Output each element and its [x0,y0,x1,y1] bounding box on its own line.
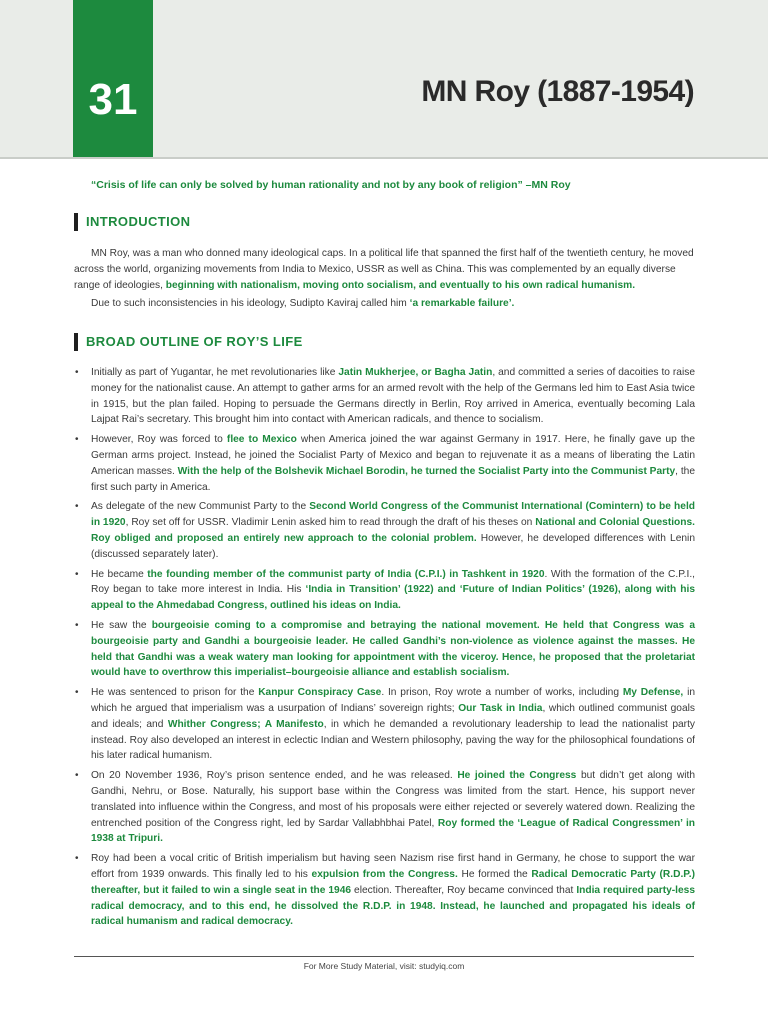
section-heading-outline: BROAD OUTLINE OF ROY’S LIFE [74,333,303,351]
body-text: but didn’t get along with Gandhi, Nehru, or Bose. Naturally, his support base within the Congress was limited from the start. Hence, his support never translated into influence within the Congress, and most of his proposals were either rejected or severely watered down. Realizing the entrenched position of the Congress right, led by Sardar Vallabhbhai Patel, [91,770,695,829]
body-text: Initially as part of Yugantar, he met revolutionaries like [91,367,339,378]
highlighted-text: National and Colonial Questions. Roy obliged and proposed an entirely new approach to the colonial problem. [91,517,695,544]
body-text: Roy had been a vocal critic of British imperialism but having seen Nazism rise first hand in Germany, he chose to support the war effort from 1939 onwards. This finally led to his [91,853,695,880]
intro-paragraph-2 [74,296,694,312]
highlighted-text: Whither Congress; A Manifesto [167,718,324,730]
list-item [74,618,695,681]
highlighted-text: India required party-less radical democracy, and to this end, he dissolved the R.D.P. in 1948. Instead, he launched and propagated his ideals of radical humanism and radical democracy. [91,884,695,928]
list-item [74,499,695,562]
intro-paragraph-1 [74,246,694,293]
epigraph-quote: “Crisis of life can only be solved by human rationality and not by any book of religion” –MN Roy [91,179,571,191]
highlighted-text: expulsion from the Congress. [311,868,458,880]
body-text: However, he developed differences with Lenin (discussed separately later). [91,532,695,560]
intro-paragraph-1-text: MN Roy, was a man who donned many ideological caps. In a political life that spanned the first half of the twentieth century, he moved across the world, organizing movements from India to Mexico, USSR as well as China. This was complemented by an equally diverse range of ideologies, [74,248,694,291]
footer-divider [74,956,694,957]
highlighted-text: Roy formed the ‘League of Radical Congressmen’ in 1938 at Tripuri. [91,817,695,845]
body-text: He became [91,568,148,580]
body-text: in which he argued that imperialism was a usurpation of Indians’ sovereign rights; [91,687,695,714]
intro-paragraph-2-text: Due to such inconsistencies in his ideology, Sudipto Kaviraj called him [91,298,410,309]
highlighted-text: Our Task in India [458,702,543,714]
highlighted-text: the founding member of the communist party of India (C.P.I.) in Tashkent in 1920 [147,568,545,580]
highlighted-text: Jatin Mukherjee, or Bagha Jatin [338,367,493,378]
life-outline-list [74,365,695,934]
body-text: He formed the [457,868,532,880]
highlighted-text: Radical Democratic Party (R.D.P.) thereafter, but it failed to win a single seat in the 1946 [91,868,695,896]
body-text: when America joined the war against Germany in 1917. Here, he finally gave up the German arms project. Instead, he joined the Socialist Party of Mexico and began to rejuvenate it as a means of liberating the Latin American masses. [91,434,695,477]
list-item [74,365,695,428]
intro-paragraph-2-highlight: ‘a remarkable failure’. [409,298,515,309]
highlighted-text: bourgeoisie coming to a compromise and betraying the national movement. He held that Congress was a bourgeoisie party and Gandhi a bourgeoisie leader. He called Gandhi’s non-violence as violence against the masses. He held that Gandhi was a weak watery man looking for appointment with the viceroy. Hence, he proposed that the proletariat would have to overthrow this imperialist–bourgeoisie alliance and establish socialism. [91,619,695,679]
list-item [74,685,695,764]
body-text: , the first such party in America. [91,465,695,493]
highlighted-text: He joined the Congress [457,770,577,782]
section-heading-introduction: INTRODUCTION [74,213,190,231]
highlighted-text: Kanpur Conspiracy Case [258,687,382,699]
list-item [74,432,695,495]
chapter-title: MN Roy (1887-1954) [421,75,694,108]
list-item [74,567,695,614]
body-text: However, Roy was forced to [91,434,227,446]
highlighted-text: My Defense, [622,687,684,699]
highlighted-text: ‘India in Transition’ (1922) and ‘Future of Indian Politics’ (1926), along with his appeal to the Ahmedabad Congress, outlined his ideas on India. [91,584,696,612]
body-text: , in which he demanded a revolutionary leadership to lead the nationalist party instead. Roy also developed an interest in eclectic Indian and Western philosophy, paving the way for the philosophical foundations of his later radical humanism. [91,718,695,762]
highlighted-text: With the help of the Bolshevik Michael Borodin, he turned the Socialist Party into the Communist Party [177,465,676,477]
body-text: As delegate of the new Communist Party to the [91,501,310,513]
intro-paragraph-1-highlight: beginning with nationalism, moving onto socialism, and eventually to his own radical humanism. [165,279,636,291]
body-text: election. Thereafter, Roy became convinced that [351,884,577,896]
highlighted-text: Second World Congress of the Communist International (Comintern) to be held in 1920 [91,501,695,529]
body-text: . With the formation of the C.P.I., Roy began to take more interest in India. His [91,568,695,596]
body-text: . In prison, Roy wrote a number of works, including [381,687,623,699]
body-text: , and committed a series of dacoities to raise money for the nationalist cause. An attempt to gather arms for an armed revolt with the help of the Germans led him to East Asia twice in 1915, but the plan failed. Hoping to persuade the Germans directly in Berlin, Roy arrived in America, eventually becoming Lala Lajpat Rai’s secretary. This brought him into contact with American radicals, and thence to socialism. [91,367,695,426]
body-text: , which outlined communist goals and ideals; and [91,702,695,730]
chapter-number: 31 [88,75,138,124]
footer-text: For More Study Material, visit: studyiq.com [303,961,465,971]
body-text: , Roy set off for USSR. Vladimir Lenin asked him to read through the draft of his theses on [125,517,536,529]
header-divider [0,157,768,159]
body-text: On 20 November 1936, Roy’s prison sentence ended, and he was released. [91,770,458,782]
body-text: He saw the [91,619,152,631]
list-item [74,768,695,847]
highlighted-text: flee to Mexico [226,434,297,446]
body-text: He was sentenced to prison for the [91,687,259,699]
list-item [74,851,695,930]
